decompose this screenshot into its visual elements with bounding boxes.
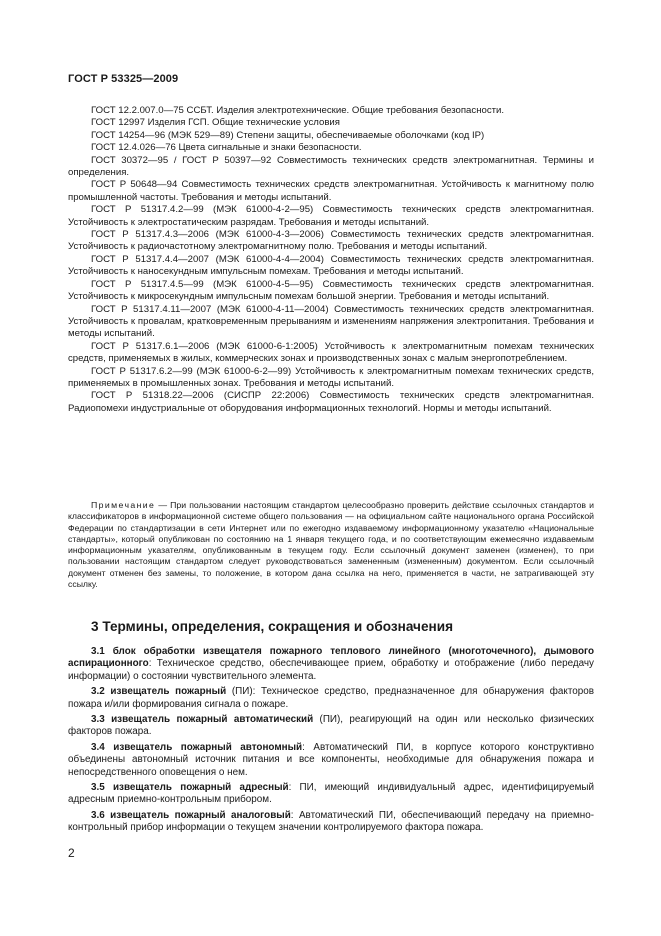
reference-item: ГОСТ Р 51317.6.2—99 (МЭК 61000-6-2—99) Устойчивость к электромагнитным помехам технических средств, применяемых в промышленных зонах. Требования и методы испытаний. — [68, 365, 594, 389]
term-item — [68, 646, 594, 683]
term-name: 3.6 извещатель пожарный аналоговый — [91, 809, 291, 821]
term-definition: (ПИ): Техническое средство, предназначенное для обнаружения факторов пожара и/или формирования сигнала о пожаре. — [68, 686, 594, 710]
terms-list — [68, 646, 594, 838]
note-text: — При пользовании настоящим стандартом целесообразно проверить действие ссылочных стандартов и классификаторов в информационной системе общего пользования — на официальном сайте национального органа Российской Федерации по стандартизации в сети Интернет или по ежегодно издаваемому информационному указателю «Национальные стандарты», который опубликован по состоянию на 1 января текущего года, и по соответствующим ежемесячно издаваемым информационным указателям, опубликованным в текущем году. Если ссылочный документ заменен (изменен), то при пользовании настоящим стандартом следует руководствоваться замененным (измененным) документом. Если ссылочный документ отменен без замены, то положение, в котором дана ссылка на него, применяется в части, не затрагивающей эту ссылку. — [68, 500, 594, 590]
reference-item: ГОСТ Р 51317.6.1—2006 (МЭК 61000-6-1:2005) Устойчивость к электромагнитным помехам технических средств, применяемых в жилых, коммерческих зонах и производственных зонах с малым энергопотреблением. — [68, 340, 594, 365]
reference-item: ГОСТ 14254—96 (МЭК 529—89) Степени защиты, обеспечиваемые оболочками (код IP) — [91, 129, 485, 141]
note-paragraph — [68, 500, 594, 590]
term-definition: : Автоматический ПИ, в корпусе которого конструктивно объединены автономный источник питания и все компоненты, необходимые для обнаружения пожара и непосредственного оповещения о нем. — [68, 741, 595, 778]
term-definition: : ПИ, имеющий индивидуальный адрес, идентифицируемый адресным приемно-контрольным прибором. — [68, 782, 594, 806]
reference-item: ГОСТ Р 51317.4.5—99 (МЭК 61000-4-5—95) Совместимость технических средств электромагнитная. Устойчивость к микросекундным импульсным помехам большой энергии. Требования и методы испытаний. — [68, 278, 594, 303]
reference-item: ГОСТ Р 51317.4.3—2006 (МЭК 61000-4-3—2006) Совместимость технических средств электромагнитная. Устойчивость к радиочастотному электромагнитному полю. Требования и методы испытаний. — [68, 229, 594, 253]
reference-item: ГОСТ Р 51317.4.4—2007 (МЭК 61000-4-4—2004) Совместимость технических средств электромагнитная. Устойчивость к наносекундным импульсным помехам. Требования и методы испытаний. — [68, 253, 594, 278]
document-header: ГОСТ Р 53325—2009 — [68, 73, 179, 85]
page-number: 2 — [68, 846, 75, 860]
term-name: 3.4 извещатель пожарный автономный — [91, 741, 303, 753]
term-item — [68, 714, 594, 739]
term-item — [68, 686, 594, 711]
term-name: 3.5 извещатель пожарный адресный — [91, 782, 289, 794]
term-name: 3.2 извещатель пожарный — [91, 686, 227, 698]
reference-item: ГОСТ Р 51318.22—2006 (СИСПР 22:2006) Совместимость технических средств электромагнитная. Радиопомехи индустриальные от оборудования информационных технологий. Нормы и методы испытаний. — [68, 390, 594, 414]
section-title: 3 Термины, определения, сокращения и обозначения — [91, 619, 454, 634]
reference-item: ГОСТ 12.2.007.0—75 ССБТ. Изделия электротехнические. Общие требования безопасности. — [91, 105, 505, 116]
term-definition: : Техническое средство, обеспечивающее прием, обработку и отображение (либо передачу информации) о состоянии чувствительного элемента. — [68, 658, 594, 682]
term-name: 3.1 блок обработки извещателя пожарного теплового линейного (многоточечного), дымового аспирационного — [68, 646, 594, 670]
term-definition: (ПИ), реагирующий на один или несколько физических факторов пожара. — [68, 714, 594, 738]
reference-item: ГОСТ Р 50648—94 Совместимость технических средств электромагнитная. Устойчивость к магнитному полю промышленной частоты. Требования и методы испытаний. — [68, 179, 594, 203]
term-item — [68, 810, 594, 835]
normative-references — [68, 105, 594, 415]
term-name: 3.3 извещатель пожарный автоматический — [91, 714, 314, 726]
note-label: Примечание — [91, 500, 156, 510]
reference-item: ГОСТ 12.4.026—76 Цвета сигнальные и знаки безопасности. — [91, 142, 362, 154]
term-item — [68, 782, 594, 807]
note-block — [68, 500, 594, 590]
term-definition: : Автоматический ПИ, обеспечивающий передачу на приемно-контрольный прибор информации о текущем значении контролируемого фактора пожара. — [68, 809, 594, 834]
reference-item: ГОСТ Р 51317.4.11—2007 (МЭК 61000-4-11—2004) Совместимость технических средств электромагнитная. Устойчивость к провалам, кратковременным прерываниям и изменениям напряжения электропитания. Требования и методы испытаний. — [68, 303, 594, 340]
reference-item: ГОСТ 30372—95 / ГОСТ Р 50397—92 Совместимость технических средств электромагнитная. Термины и определения. — [68, 154, 594, 179]
term-item — [68, 742, 594, 779]
reference-item: ГОСТ Р 51317.4.2—99 (МЭК 61000-4-2—95) Совместимость технических средств электромагнитная. Устойчивость к электростатическим разрядам. Требования и методы испытаний. — [68, 204, 594, 228]
reference-item: ГОСТ 12997 Изделия ГСП. Общие технические условия — [91, 117, 340, 129]
